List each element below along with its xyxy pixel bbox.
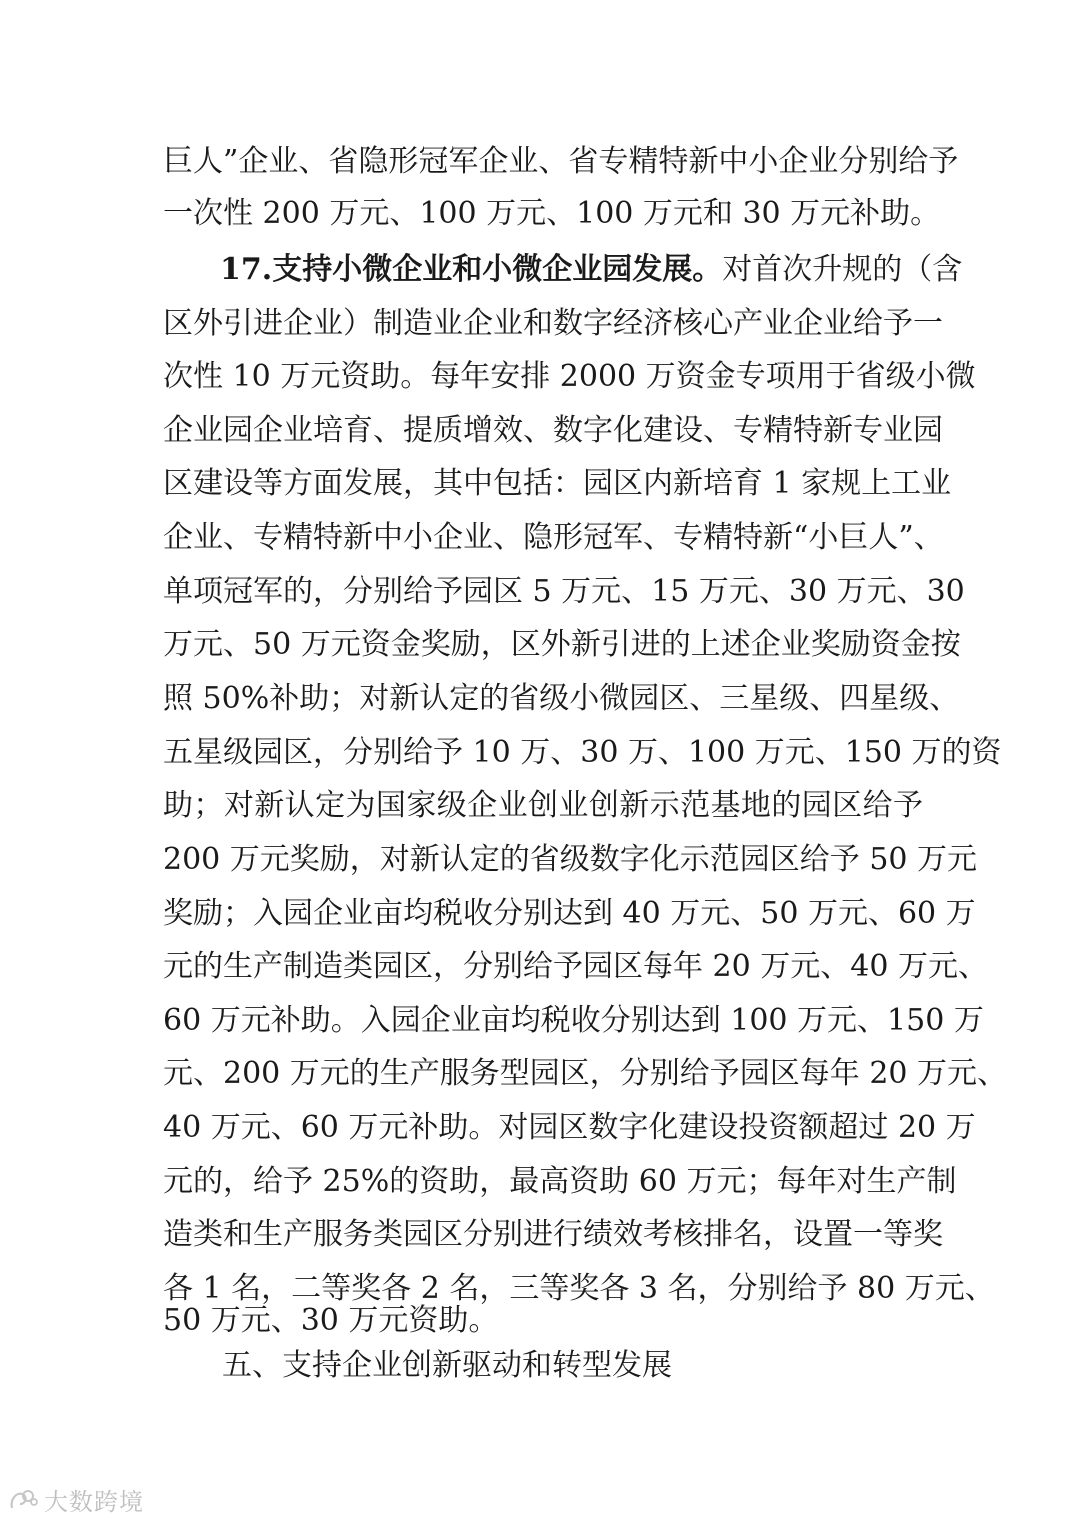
paragraph-line-7: 区建设等方面发展，其中包括：园区内新培育 1 家规上工业 [163,466,952,501]
paragraph-line-9: 单项冠军的，分别给予园区 5 万元、15 万元、30 万元、30 [163,574,965,609]
watermark [8,1483,144,1515]
paragraph-line-6: 企业园企业培育、提质增效、数字化建设、专精特新专业园 [163,413,943,448]
paragraph-line-2: 一次性 200 万元、100 万元、100 万元和 30 万元补助。 [163,196,941,231]
paragraph-line-22: 各 1 名，二等奖各 2 名，三等奖各 3 名，分别给予 80 万元、 [163,1271,995,1306]
item-17-title-rest: 对首次升规的（含 [722,252,963,287]
paragraph-line-12: 五星级园区，分别给予 10 万、30 万、100 万元、150 万的资 [163,735,1002,770]
section-heading: 五、支持企业创新驱动和转型发展 [222,1348,672,1383]
item-17-title: 17.支持小微企业和小微企业园发展。 [220,252,723,287]
watermark-text: 大数跨境 [44,1487,144,1516]
paragraph-line-16: 元的生产制造类园区，分别给予园区每年 20 万元、40 万元、 [163,949,988,984]
paragraph-line-8: 企业、专精特新中小企业、隐形冠军、专精特新“小巨人”、 [163,520,944,555]
paragraph-line-13: 助；对新认定为国家级企业创业创新示范基地的园区给予 [163,788,923,823]
paragraph-line-17: 60 万元补助。入园企业亩均税收分别达到 100 万元、150 万 [163,1003,984,1038]
paragraph-line-5: 次性 10 万元资助。每年安排 2000 万资金专项用于省级小微 [163,359,976,394]
paragraph-line-1: 巨人”企业、省隐形冠军企业、省专精特新中小企业分别给予 [163,144,959,179]
paragraph-line-19: 40 万元、60 万元补助。对园区数字化建设投资额超过 20 万 [163,1110,976,1145]
paragraph-line-10: 万元、50 万元资金奖励，区外新引进的上述企业奖励资金按 [163,627,961,662]
watermark-logo-icon [8,1486,38,1512]
paragraph-line-23: 50 万元、30 万元资助。 [163,1303,499,1338]
item-17-first-line [220,250,963,290]
paragraph-line-15: 奖励；入园企业亩均税收分别达到 40 万元、50 万元、60 万 [163,896,976,931]
paragraph-line-14: 200 万元奖励，对新认定的省级数字化示范园区给予 50 万元 [163,842,978,877]
paragraph-line-4: 区外引进企业）制造业企业和数字经济核心产业企业给予一 [163,306,943,341]
paragraph-line-11: 照 50%补助；对新认定的省级小微园区、三星级、四星级、 [163,681,960,716]
paragraph-line-18: 元、200 万元的生产服务型园区，分别给予园区每年 20 万元、 [163,1056,1008,1091]
paragraph-line-20: 元的，给予 25%的资助，最高资助 60 万元；每年对生产制 [163,1164,957,1199]
paragraph-line-21: 造类和生产服务类园区分别进行绩效考核排名，设置一等奖 [163,1217,943,1252]
